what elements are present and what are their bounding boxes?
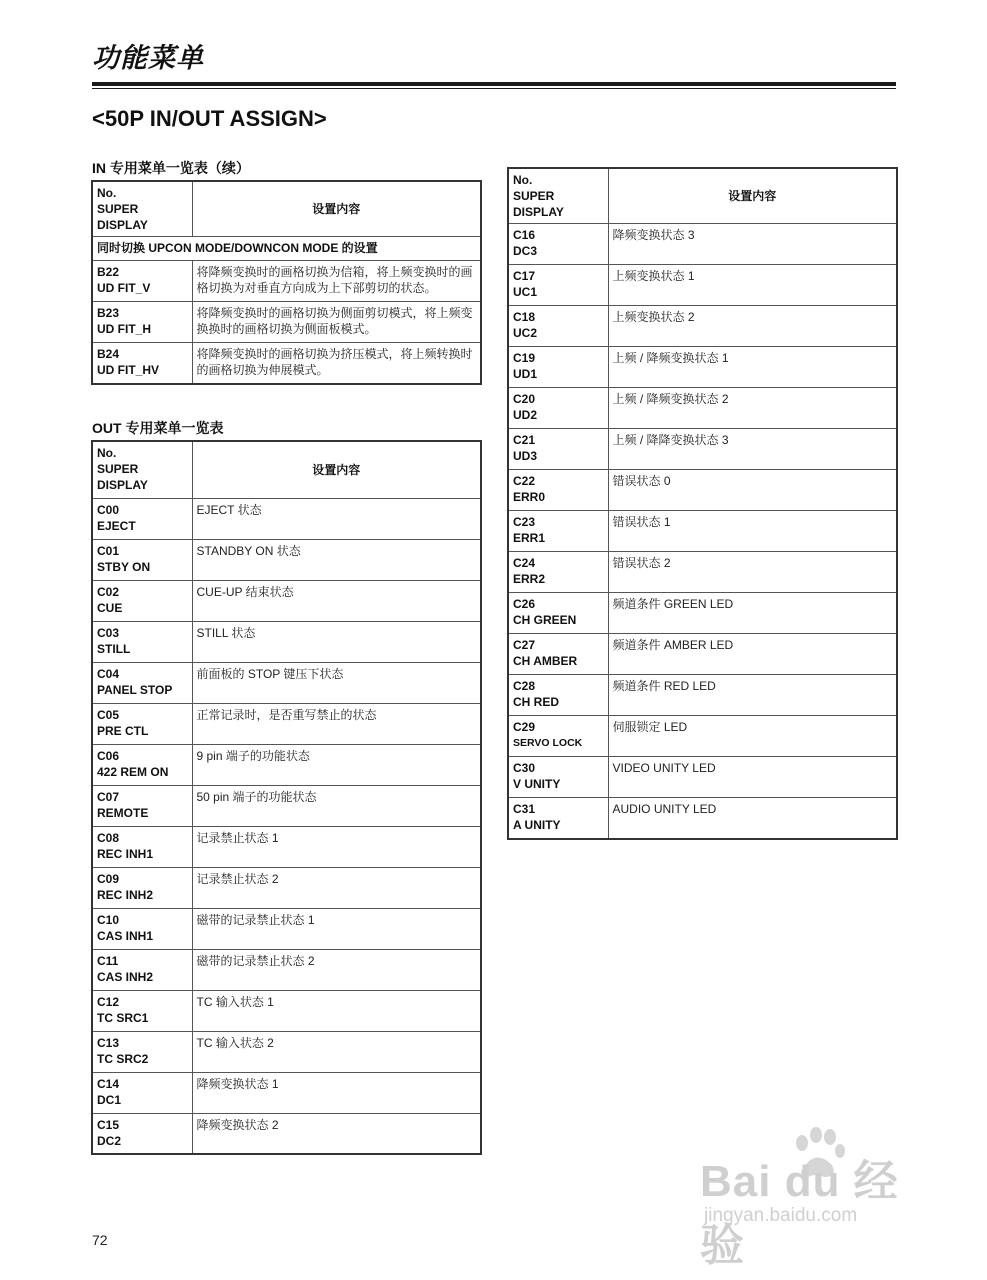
menu-item-display-name: UD FIT_H bbox=[97, 322, 151, 336]
menu-item-number: C04 bbox=[97, 666, 120, 681]
menu-item-display-name: CUE bbox=[97, 600, 123, 615]
menu-item-description: STANDBY ON 状态 bbox=[192, 539, 481, 580]
menu-item-number: C31 bbox=[513, 802, 536, 816]
menu-item-description: 记录禁止状态 1 bbox=[192, 826, 481, 867]
table-row bbox=[92, 1072, 481, 1113]
table-row bbox=[508, 675, 897, 716]
menu-item-display-name: 422 REM ON bbox=[97, 764, 169, 779]
menu-item-description: 上频 / 降频变换状态 1 bbox=[608, 347, 897, 388]
menu-item-description: 错误状态 0 bbox=[608, 470, 897, 511]
baidu-jingyan-watermark bbox=[700, 1125, 940, 1270]
menu-item-code-cell bbox=[92, 949, 192, 990]
table-row bbox=[508, 593, 897, 634]
table-row bbox=[92, 580, 481, 621]
menu-item-code-cell bbox=[92, 498, 192, 539]
menu-item-description: AUDIO UNITY LED bbox=[608, 798, 897, 839]
page-number: 72 bbox=[92, 1232, 108, 1248]
menu-item-code-cell bbox=[508, 265, 608, 306]
table-row bbox=[508, 716, 897, 757]
menu-item-display-name: PANEL STOP bbox=[97, 682, 173, 697]
table-row bbox=[508, 347, 897, 388]
menu-item-description: 上频 / 降降变换状态 3 bbox=[608, 429, 897, 470]
menu-item-number: C03 bbox=[97, 625, 120, 640]
in-menu-table bbox=[91, 180, 482, 385]
col-no-label: No. bbox=[513, 173, 533, 187]
watermark-brand: Bai du 经验 bbox=[700, 1157, 899, 1270]
menu-item-code-cell bbox=[92, 302, 192, 343]
table-row bbox=[92, 703, 481, 744]
menu-item-display-name: PRE CTL bbox=[97, 723, 149, 738]
menu-item-number: C23 bbox=[513, 515, 536, 529]
menu-item-description: 将降频变换时的画格切换为信箱，将上频变换时的画格切换为对垂直方向成为上下部剪切的状态。 bbox=[192, 261, 481, 302]
menu-item-display-name: UD FIT_HV bbox=[97, 363, 160, 377]
menu-item-display-name: CAS INH2 bbox=[97, 969, 154, 984]
menu-item-description: 错误状态 2 bbox=[608, 552, 897, 593]
menu-item-number: C01 bbox=[97, 543, 120, 558]
out-cont-col-no-header bbox=[508, 168, 608, 224]
menu-item-code-cell bbox=[508, 757, 608, 798]
menu-item-display-name: TC SRC1 bbox=[97, 1010, 149, 1025]
menu-item-description: 频道条件 GREEN LED bbox=[608, 593, 897, 634]
menu-item-number: C24 bbox=[513, 556, 536, 570]
menu-item-number: C19 bbox=[513, 351, 536, 365]
menu-item-description: 降频变换状态 1 bbox=[192, 1072, 481, 1113]
menu-item-display-name: ERR2 bbox=[513, 572, 546, 586]
menu-item-code-cell bbox=[508, 675, 608, 716]
menu-item-code-cell bbox=[508, 511, 608, 552]
col-display-label: DISPLAY bbox=[97, 478, 148, 492]
menu-item-display-name: ERR1 bbox=[513, 531, 546, 545]
table-row bbox=[508, 552, 897, 593]
menu-item-number: C06 bbox=[97, 748, 120, 763]
table-row bbox=[92, 261, 481, 302]
menu-item-code-cell bbox=[508, 388, 608, 429]
menu-item-display-name: REC INH1 bbox=[97, 846, 154, 861]
menu-item-number: C02 bbox=[97, 584, 120, 599]
table-row bbox=[92, 539, 481, 580]
menu-item-code-cell bbox=[92, 785, 192, 826]
out-col-desc-header: 设置内容 bbox=[192, 441, 481, 498]
table-row bbox=[92, 867, 481, 908]
table-row bbox=[508, 265, 897, 306]
menu-item-number: C18 bbox=[513, 310, 536, 324]
menu-item-code-cell bbox=[92, 867, 192, 908]
menu-item-description: CUE-UP 结束状态 bbox=[192, 580, 481, 621]
in-col-no-header bbox=[92, 181, 192, 237]
col-super-label: SUPER bbox=[97, 202, 139, 216]
col-display-label: DISPLAY bbox=[97, 218, 148, 232]
table-row bbox=[508, 388, 897, 429]
menu-item-description: 伺服锁定 LED bbox=[608, 716, 897, 757]
menu-item-number: C17 bbox=[513, 269, 536, 283]
menu-item-display-name: DC1 bbox=[97, 1092, 122, 1107]
menu-item-display-name: CH GREEN bbox=[513, 613, 577, 627]
menu-item-code-cell bbox=[508, 306, 608, 347]
out-col-no-header bbox=[92, 441, 192, 498]
menu-item-description: 记录禁止状态 2 bbox=[192, 867, 481, 908]
menu-item-display-name: STBY ON bbox=[97, 559, 151, 574]
menu-item-display-name: UD2 bbox=[513, 408, 538, 422]
menu-item-code-cell bbox=[92, 1072, 192, 1113]
menu-item-display-name: REC INH2 bbox=[97, 887, 154, 902]
table-row bbox=[508, 306, 897, 347]
menu-item-number: C00 bbox=[97, 502, 120, 517]
menu-item-description: VIDEO UNITY LED bbox=[608, 757, 897, 798]
menu-item-display-name: EJECT bbox=[97, 518, 136, 533]
page-header-title: 功能菜单 bbox=[92, 43, 204, 73]
menu-item-code-cell bbox=[508, 798, 608, 839]
menu-item-number: B23 bbox=[97, 306, 120, 320]
menu-item-description: 降频变换状态 2 bbox=[192, 1113, 481, 1154]
out-cont-table-header-row bbox=[508, 168, 897, 224]
menu-item-display-name: SERVO LOCK bbox=[513, 737, 583, 749]
table-row bbox=[508, 429, 897, 470]
menu-item-number: C09 bbox=[97, 871, 120, 886]
menu-item-number: C14 bbox=[97, 1076, 120, 1091]
table-row bbox=[92, 1113, 481, 1154]
menu-item-code-cell bbox=[508, 593, 608, 634]
menu-item-display-name: DC3 bbox=[513, 244, 538, 258]
col-display-label: DISPLAY bbox=[513, 205, 564, 219]
menu-item-number: C07 bbox=[97, 789, 120, 804]
menu-item-display-name: UD FIT_V bbox=[97, 281, 151, 295]
menu-item-code-cell bbox=[92, 1031, 192, 1072]
menu-item-description: TC 输入状态 2 bbox=[192, 1031, 481, 1072]
menu-item-display-name: ERR0 bbox=[513, 490, 546, 504]
menu-item-code-cell bbox=[92, 580, 192, 621]
menu-item-display-name: DC2 bbox=[97, 1133, 122, 1148]
in-col-desc-header: 设置内容 bbox=[192, 181, 481, 237]
table-row bbox=[92, 908, 481, 949]
menu-item-code-cell bbox=[92, 539, 192, 580]
watermark-url: jingyan.baidu.com bbox=[704, 1205, 858, 1226]
menu-item-description: 将降频变换时的画格切换为侧面剪切模式，将上频变换换时的画格切换为侧面板模式。 bbox=[192, 302, 481, 343]
table-row bbox=[92, 1031, 481, 1072]
menu-item-number: C12 bbox=[97, 994, 120, 1009]
menu-item-description: 正常记录时，是否重写禁止的状态 bbox=[192, 703, 481, 744]
menu-item-code-cell bbox=[508, 470, 608, 511]
col-super-label: SUPER bbox=[513, 189, 555, 203]
in-table-heading: IN 专用菜单一览表（续） bbox=[92, 160, 250, 176]
table-row bbox=[508, 798, 897, 839]
menu-item-display-name: STILL bbox=[97, 641, 131, 656]
menu-item-display-name: TC SRC2 bbox=[97, 1051, 149, 1066]
table-row bbox=[92, 990, 481, 1031]
menu-item-display-name: UC2 bbox=[513, 326, 538, 340]
menu-item-number: C11 bbox=[97, 953, 119, 968]
menu-item-number: C21 bbox=[513, 433, 536, 447]
table-row bbox=[92, 343, 481, 384]
menu-item-display-name: UD3 bbox=[513, 449, 538, 463]
menu-item-description: 错误状态 1 bbox=[608, 511, 897, 552]
menu-item-display-name: A UNITY bbox=[513, 818, 561, 832]
table-row bbox=[92, 621, 481, 662]
menu-item-description: 上频变换状态 1 bbox=[608, 265, 897, 306]
menu-item-description: STILL 状态 bbox=[192, 621, 481, 662]
table-row bbox=[508, 634, 897, 675]
menu-item-description: 频道条件 AMBER LED bbox=[608, 634, 897, 675]
menu-item-code-cell bbox=[508, 224, 608, 265]
table-row bbox=[92, 826, 481, 867]
table-row bbox=[92, 744, 481, 785]
menu-item-display-name: UD1 bbox=[513, 367, 538, 381]
in-table-header-row bbox=[92, 181, 481, 237]
table-row bbox=[508, 511, 897, 552]
menu-item-description: 磁带的记录禁止状态 2 bbox=[192, 949, 481, 990]
out-menu-table-continued bbox=[507, 167, 898, 840]
menu-item-number: C15 bbox=[97, 1117, 120, 1132]
menu-item-number: C22 bbox=[513, 474, 536, 488]
menu-item-display-name: CH AMBER bbox=[513, 654, 578, 668]
menu-item-description: 降频变换状态 3 bbox=[608, 224, 897, 265]
table-row bbox=[92, 785, 481, 826]
menu-item-description: TC 输入状态 1 bbox=[192, 990, 481, 1031]
menu-item-display-name: REMOTE bbox=[97, 805, 149, 820]
menu-item-description: 磁带的记录禁止状态 1 bbox=[192, 908, 481, 949]
menu-item-description: 前面板的 STOP 键压下状态 bbox=[192, 662, 481, 703]
col-super-label: SUPER bbox=[97, 462, 139, 476]
menu-item-code-cell bbox=[92, 744, 192, 785]
menu-item-code-cell bbox=[92, 826, 192, 867]
menu-item-display-name: CAS INH1 bbox=[97, 928, 154, 943]
menu-item-description: 50 pin 端子的功能状态 bbox=[192, 785, 481, 826]
header-rule-thin bbox=[92, 88, 896, 89]
menu-item-number: C30 bbox=[513, 761, 536, 775]
table-row bbox=[508, 224, 897, 265]
menu-item-number: C28 bbox=[513, 679, 536, 693]
menu-item-number: C26 bbox=[513, 597, 536, 611]
menu-item-code-cell bbox=[508, 429, 608, 470]
table-row bbox=[92, 498, 481, 539]
out-cont-col-desc-header: 设置内容 bbox=[608, 168, 897, 224]
menu-item-number: C29 bbox=[513, 720, 536, 734]
menu-item-number: C10 bbox=[97, 912, 120, 927]
menu-item-number: B24 bbox=[97, 347, 120, 361]
menu-item-description: 上频变换状态 2 bbox=[608, 306, 897, 347]
menu-item-number: C20 bbox=[513, 392, 536, 406]
in-group-row bbox=[92, 237, 481, 261]
menu-item-description: 将降频变换时的画格切换为挤压模式，将上频转换时的画格切换为伸展模式。 bbox=[192, 343, 481, 384]
menu-item-code-cell bbox=[92, 908, 192, 949]
menu-item-code-cell bbox=[508, 716, 608, 757]
menu-item-description: EJECT 状态 bbox=[192, 498, 481, 539]
menu-item-code-cell bbox=[92, 990, 192, 1031]
menu-item-code-cell bbox=[92, 343, 192, 384]
menu-item-number: C13 bbox=[97, 1035, 120, 1050]
menu-item-code-cell bbox=[508, 552, 608, 593]
table-row bbox=[92, 949, 481, 990]
menu-item-code-cell bbox=[92, 261, 192, 302]
menu-item-number: C05 bbox=[97, 707, 120, 722]
table-row bbox=[92, 302, 481, 343]
menu-item-code-cell bbox=[92, 621, 192, 662]
menu-item-description: 上频 / 降频变换状态 2 bbox=[608, 388, 897, 429]
menu-item-code-cell bbox=[508, 634, 608, 675]
menu-item-display-name: UC1 bbox=[513, 285, 538, 299]
menu-item-display-name: CH RED bbox=[513, 695, 560, 709]
table-row bbox=[92, 662, 481, 703]
table-row bbox=[508, 757, 897, 798]
col-no-label: No. bbox=[97, 186, 117, 200]
table-row bbox=[508, 470, 897, 511]
menu-item-code-cell bbox=[92, 662, 192, 703]
menu-item-display-name: V UNITY bbox=[513, 777, 561, 791]
header-rule bbox=[92, 82, 896, 86]
menu-item-number: C27 bbox=[513, 638, 536, 652]
section-title: <50P IN/OUT ASSIGN> bbox=[92, 106, 327, 131]
menu-item-number: B22 bbox=[97, 265, 120, 279]
menu-item-code-cell bbox=[508, 347, 608, 388]
out-table-header-row bbox=[92, 441, 481, 498]
menu-item-description: 频道条件 RED LED bbox=[608, 675, 897, 716]
menu-item-code-cell bbox=[92, 703, 192, 744]
out-menu-table bbox=[91, 440, 482, 1155]
menu-item-code-cell bbox=[92, 1113, 192, 1154]
menu-item-description: 9 pin 端子的功能状态 bbox=[192, 744, 481, 785]
out-table-heading: OUT 专用菜单一览表 bbox=[92, 420, 224, 436]
in-group-label: 同时切换 UPCON MODE/DOWNCON MODE 的设置 bbox=[92, 237, 481, 261]
menu-item-number: C16 bbox=[513, 228, 536, 242]
col-no-label: No. bbox=[97, 446, 117, 460]
menu-item-number: C08 bbox=[97, 830, 120, 845]
